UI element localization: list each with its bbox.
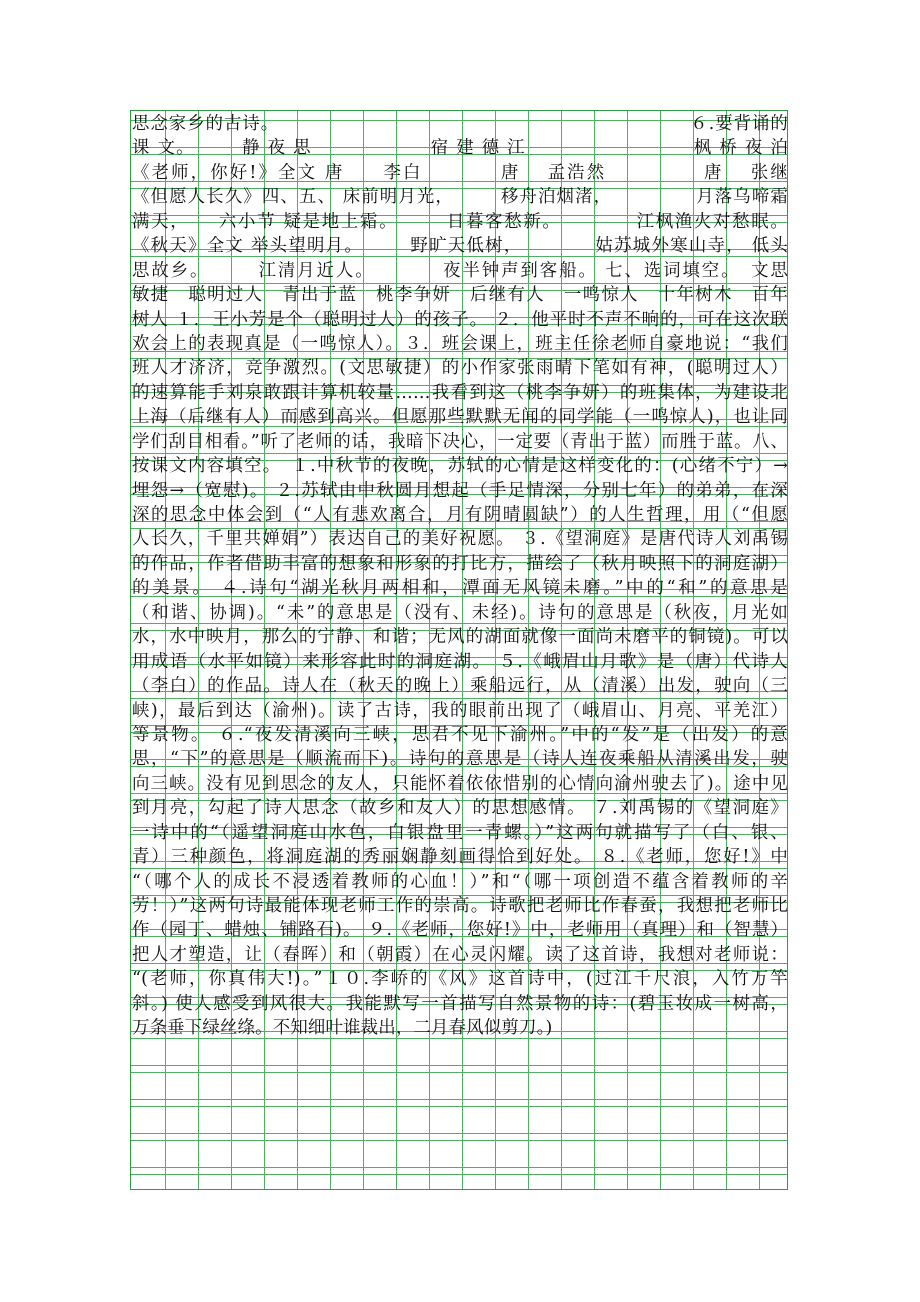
text-line: 斜。) 使人感受到风很大。我能默写一首描写自然景物的诗：(碧玉妆成一树高， (132, 993, 788, 1014)
text-line: 峡)，最后到达（渝州)。读了古诗，我的眼前出现了（峨眉山、月亮、平羌江） (132, 700, 788, 721)
text-line: 《秋天》全文 举头望明月。 野旷天低树， 姑苏城外寒山寺， 低头 (132, 236, 788, 257)
text-line: 青）三种颜色，将洞庭湖的秀丽娴静刻画得恰到好处。 ８.《老师，您好!》中 (132, 847, 788, 868)
text-line: 到月亮，勾起了诗人思念（故乡和友人）的思想感情。 ７.刘禹锡的《望洞庭》 (132, 798, 788, 819)
text-line: 作（园丁、蜡烛、铺路石)。 ９.《老师，您好!》中，老师用（真理）和（智慧） (132, 920, 788, 941)
text-line: 劳！）”这两句诗最能体现老师工作的崇高。诗歌把老师比作春蚕，我想把老师比 (132, 896, 788, 916)
text-line: 树人 １．王小芳是个（聪明过人）的孩子。 ２．他平时不声不响的，可在这次联 (132, 309, 788, 330)
text-line: （李白）的作品。诗人在（秋天的晚上）乘船远行，从（清溪）出发，驶向（三 (132, 676, 788, 697)
text-line: 深的思念中体会到（“人有悲欢离合，月有阴晴圆缺”）的人生哲理，用（“但愿 (132, 505, 788, 525)
text-line: 万条垂下绿丝绦。不知细叶谁裁出，二月春风似剪刀。) (132, 1018, 553, 1039)
text-line: 向三峡。没有见到思念的友人，只能怀着依依惜别的心情向渝州驶去了)。途中见 (132, 773, 788, 794)
text-line: 的美景。 ４.诗句“湖光秋月两相和，潭面无风镜未磨。”中的“和”的意思是 (132, 578, 788, 599)
text-line: 按课文内容填空。 １.中秋节的夜晚，苏轼的心情是这样变化的：(心绪不宁）→ (132, 456, 788, 477)
text-line: “(老师，你真伟大!)。”１０.李峤的《风》这首诗中，(过江千尺浪，入竹万竿 (132, 969, 788, 990)
text-line: 《老师，你好!》全文 唐 李白 唐 孟浩然 唐 张继 (132, 162, 788, 183)
text-line: 思故乡。 江清月近人。 夜半钟声到客船。 七、选词填空。 文思 (132, 260, 788, 281)
text-line: “（哪个人的成长不浸透着教师的心血！）”和“（哪一项创造不蕴含着教师的辛 (132, 871, 788, 892)
document-body (132, 112, 788, 1041)
text-line: 学们刮目相看。”听了老师的话，我暗下决心，一定要（青出于蓝）而胜于蓝。八、 (132, 431, 788, 452)
text-line: 班人才济济，竞争激烈。(文思敏捷）的小作家张雨晴下笔如有神，(聪明过人） (132, 358, 788, 379)
text-line: 等景物。 ６.“夜发清溪向三峡，思君不见下渝州。”中的“发”是（出发）的意 (132, 724, 788, 745)
text-line: 《但愿人长久》四、五、 床前明月光， 移舟泊烟渚， 月落乌啼霜 (132, 187, 788, 208)
text-line: 的速算能手刘泉敢跟计算机较量……我看到这（桃李争妍）的班集体，为建设北 (132, 382, 788, 403)
text-line: 的作品，作者借助丰富的想象和形象的打比方，描绘了（秋月映照下的洞庭湖） (132, 553, 788, 574)
text-line: 埋怨→（宽慰)。 ２.苏轼由中秋圆月想起（手足情深，分别七年）的弟弟，在深 (132, 480, 788, 501)
text-line: 思，“下”的意思是（顺流而下)。诗句的意思是（诗人连夜乘船从清溪出发，驶 (132, 749, 788, 770)
text-line: 思念家乡的古诗。 ６.要背诵的 (132, 114, 788, 134)
text-line: 一诗中的“（遥望洞庭山水色，白银盘里一青螺。）”这两句就描写了（白、银、 (132, 822, 788, 843)
text-line: （和谐、协调)。“未”的意思是（没有、未经)。诗句的意思是（秋夜，月光如 (132, 602, 788, 623)
text-line: 满天， 六小节 疑是地上霜。 日暮客愁新。 江枫渔火对愁眠。 (132, 211, 788, 232)
text-line: 用成语（水平如镜）来形容此时的洞庭湖。 ５.《峨眉山月歌》是（唐）代诗人 (132, 651, 788, 672)
text-line: 水，水中映月，那么的宁静、和谐；无风的湖面就像一面尚未磨平的铜镜)。可以 (132, 627, 788, 648)
text-line: 课 文。 静 夜 思 宿 建 德 江 枫 桥 夜 泊 (132, 138, 788, 159)
text-line: 欢会上的表现真是（一鸣惊人）。３．班会课上，班主任徐老师自豪地说：“我们 (132, 333, 788, 354)
text-line: 人长久，千里共婵娟”）表达自己的美好祝愿。 ３.《望洞庭》是唐代诗人刘禹锡 (132, 529, 788, 550)
text-line: 上海（后继有人）而感到高兴。但愿那些默默无闻的同学能（一鸣惊人)，也让同 (132, 407, 788, 428)
text-line: 把人才塑造，让（春晖）和（朝霞）在心灵闪耀。读了这首诗，我想对老师说： (132, 944, 788, 965)
text-line: 敏捷 聪明过人 青出于蓝 桃李争妍 后继有人 一鸣惊人 十年树木 百年 (132, 285, 788, 306)
